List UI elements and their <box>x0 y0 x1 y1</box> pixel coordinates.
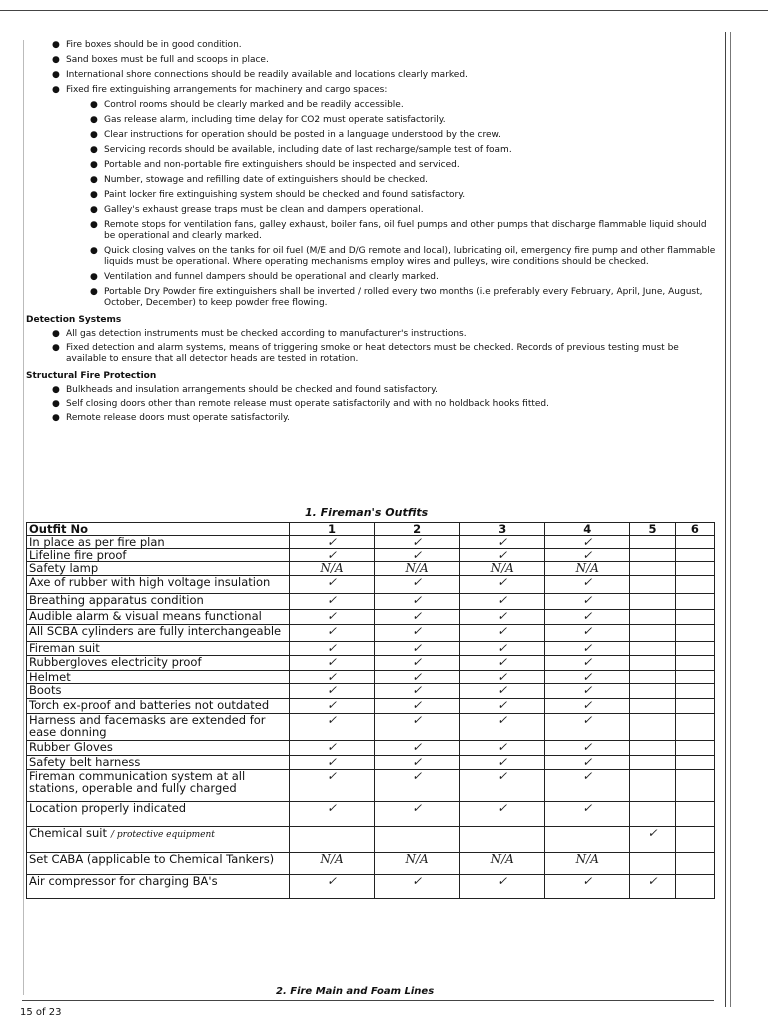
bullet-icon: ● <box>90 115 98 125</box>
table-row <box>27 875 715 899</box>
structural-list <box>26 385 716 424</box>
table-row <box>27 656 715 671</box>
check-mark-cell[interactable]: N/A <box>460 853 545 875</box>
check-mark-cell[interactable]: ✓ <box>545 875 630 899</box>
list-item: ● Fixed detection and alarm systems, means of triggering smoke or heat detectors must be checked. Records of previous testing must be available to ensure that all detector heads are tested in rotation. <box>52 343 679 364</box>
table-row <box>27 642 715 656</box>
check-mark-cell[interactable] <box>675 576 714 594</box>
list-item: ● International shore connections should be readily available and locations clearly marked. <box>52 70 468 80</box>
check-mark-cell[interactable] <box>630 684 675 699</box>
check-mark-cell[interactable]: ✓ <box>545 625 630 642</box>
table-row <box>27 684 715 699</box>
header-cell: 4 <box>545 523 630 536</box>
check-mark-cell[interactable] <box>460 827 545 853</box>
bullet-icon: ● <box>52 55 60 65</box>
header-cell: 5 <box>630 523 675 536</box>
sublist-item: ● Quick closing valves on the tanks for oil fuel (M/E and D/G remote and local), lubricating oil, emergency fire pump and other flammable liquids must be operational. Where operating mechanisms employ wires and pulleys, wire conditions should be checked. <box>90 246 716 267</box>
firemans-outfits-table <box>26 522 715 899</box>
top-rule <box>0 10 768 11</box>
check-mark-cell[interactable] <box>675 549 714 562</box>
list-item: ● Fire boxes should be in good condition. <box>52 40 242 50</box>
item-label-cell <box>27 770 290 802</box>
header-cell: 6 <box>675 523 714 536</box>
header-cell: 3 <box>460 523 545 536</box>
item-label-cell <box>27 875 290 899</box>
check-mark-cell[interactable]: N/A <box>545 562 630 576</box>
check-mark-cell[interactable]: ✓ <box>375 699 460 714</box>
check-mark-cell[interactable]: ✓ <box>290 875 375 899</box>
check-mark-cell[interactable]: ✓ <box>375 549 460 562</box>
check-mark-cell[interactable] <box>675 827 714 853</box>
check-mark-cell[interactable] <box>630 770 675 802</box>
sublist-item: ● Ventilation and funnel dampers should be operational and clearly marked. <box>90 272 439 282</box>
check-mark-cell[interactable]: ✓ <box>460 576 545 594</box>
check-mark-cell[interactable] <box>630 756 675 770</box>
bullet-icon: ● <box>90 130 98 140</box>
check-mark-cell[interactable]: ✓ <box>545 671 630 684</box>
check-mark-cell[interactable] <box>630 642 675 656</box>
list-item: ● Remote release doors must operate satisfactorily. <box>52 413 290 423</box>
check-mark-cell[interactable] <box>545 827 630 853</box>
table-row <box>27 562 715 576</box>
item-label: Set CABA (applicable to Chemical Tankers) <box>29 852 275 866</box>
check-mark-cell[interactable]: ✓ <box>375 576 460 594</box>
table-row <box>27 536 715 549</box>
check-mark-cell[interactable]: ✓ <box>290 684 375 699</box>
check-mark-cell[interactable]: ✓ <box>460 642 545 656</box>
item-label-cell <box>27 827 290 853</box>
bullet-icon: ● <box>90 246 98 256</box>
list-item: ● Fixed fire extinguishing arrangements for machinery and cargo spaces: ● Control rooms should be clearly marked and be readily accessible. ● Gas release alarm, including time delay for CO2 must operate satisfactorily. ● Clear instructions for operation should be posted in a language understood by the crew. ● Servicing records should be available, including date of last recharge/sample test of foam. ● Portable and non-portable fire extinguishers should be inspected and serviced. ● Number, stowage and refilling date of extinguishers should be checked. ● Paint locker fire extinguishing system should be checked and found satisfactory. ● Galley's exhaust grease traps must be clean and dampers operational. ● Remote stops for ventilation fans, galley exhaust, boiler fans, oil fuel pumps and other pumps that discharge flammable liquid should be operational and clearly marked. ● Quick closing valves on the tanks for oil fuel (M/E and D/G remote and local), lubricating oil, emergency fire pump and other flammable liquids must be operational. Where operating mechanisms employ wires and pulleys, wire conditions should be checked. ● Ventilation and funnel dampers should be operational and clearly marked. ● Portable Dry Powder fire extinguishers shall be inverted / rolled every two months (i.e preferably every February, April, June, August, October, December) to keep powder free flowing. <box>52 85 716 308</box>
check-mark-cell[interactable] <box>630 671 675 684</box>
check-mark-cell[interactable]: ✓ <box>290 625 375 642</box>
check-mark-cell[interactable]: ✓ <box>545 684 630 699</box>
check-mark-cell[interactable]: ✓ <box>290 536 375 549</box>
item-label-cell <box>27 562 290 576</box>
structural-heading: Structural Fire Protection <box>26 371 157 381</box>
check-mark-cell[interactable] <box>675 756 714 770</box>
check-mark-cell[interactable] <box>630 610 675 625</box>
check-mark-cell[interactable]: ✓ <box>290 549 375 562</box>
table-body <box>27 536 715 899</box>
check-mark-cell[interactable] <box>630 576 675 594</box>
sublist-item: ● Portable Dry Powder fire extinguishers shall be inverted / rolled every two months (i.e preferably every February, April, June, August, October, December) to keep powder free flowing. <box>90 287 703 308</box>
check-mark-cell[interactable]: ✓ <box>375 671 460 684</box>
check-mark-cell[interactable] <box>630 714 675 741</box>
bullet-icon: ● <box>52 413 60 423</box>
check-mark-cell[interactable]: N/A <box>375 562 460 576</box>
table-row <box>27 827 715 853</box>
table-row <box>27 699 715 714</box>
page-number: 15 of 23 <box>20 1007 62 1018</box>
check-mark-cell[interactable] <box>675 594 714 610</box>
check-mark-cell[interactable]: ✓ <box>375 802 460 827</box>
check-mark-cell[interactable]: ✓ <box>545 576 630 594</box>
item-label: Torch ex-proof and batteries not outdated <box>29 698 270 712</box>
check-mark-cell[interactable]: N/A <box>545 853 630 875</box>
check-mark-cell[interactable]: ✓ <box>290 576 375 594</box>
check-mark-cell[interactable] <box>675 642 714 656</box>
item-label-cell <box>27 853 290 875</box>
check-mark-cell[interactable] <box>675 802 714 827</box>
check-mark-cell[interactable]: ✓ <box>460 610 545 625</box>
check-mark-cell[interactable]: N/A <box>290 853 375 875</box>
item-label-cell <box>27 714 290 741</box>
item-label: Audible alarm & visual means functional <box>29 609 262 623</box>
table-row <box>27 576 715 594</box>
bullet-icon: ● <box>90 145 98 155</box>
header-cell: 2 <box>375 523 460 536</box>
item-label: Harness and facemasks are extended for ease donning <box>29 713 266 739</box>
bullet-icon: ● <box>90 287 98 297</box>
check-mark-cell[interactable] <box>630 853 675 875</box>
check-mark-cell[interactable]: ✓ <box>290 594 375 610</box>
check-mark-cell[interactable]: ✓ <box>630 875 675 899</box>
item-label-cell <box>27 549 290 562</box>
bullet-icon: ● <box>90 272 98 282</box>
item-label-cell <box>27 536 290 549</box>
check-mark-cell[interactable]: ✓ <box>375 656 460 671</box>
bullet-icon: ● <box>52 385 60 395</box>
item-label: Lifeline fire proof <box>29 548 127 562</box>
check-mark-cell[interactable]: ✓ <box>460 756 545 770</box>
bullet-icon: ● <box>52 399 60 409</box>
item-label: Boots <box>29 683 62 697</box>
item-label: All SCBA cylinders are fully interchangeable <box>29 624 282 638</box>
check-mark-cell[interactable]: ✓ <box>460 656 545 671</box>
check-mark-cell[interactable] <box>675 610 714 625</box>
item-label-cell <box>27 642 290 656</box>
item-label-cell <box>27 671 290 684</box>
check-mark-cell[interactable] <box>675 625 714 642</box>
check-mark-cell[interactable]: ✓ <box>290 756 375 770</box>
table-header-row <box>27 523 715 536</box>
bullet-icon: ● <box>52 40 60 50</box>
check-mark-cell[interactable] <box>630 699 675 714</box>
sublist-item: ● Number, stowage and refilling date of extinguishers should be checked. <box>90 175 429 185</box>
check-mark-cell[interactable]: ✓ <box>290 610 375 625</box>
check-mark-cell[interactable]: ✓ <box>290 741 375 756</box>
table-row <box>27 770 715 802</box>
item-label-cell <box>27 684 290 699</box>
bullet-icon: ● <box>52 343 60 353</box>
item-label: Rubbergloves electricity proof <box>29 655 202 669</box>
check-mark-cell[interactable]: ✓ <box>290 770 375 802</box>
table-row <box>27 714 715 741</box>
item-label: Safety belt harness <box>29 755 141 769</box>
item-label-cell <box>27 610 290 625</box>
table-row <box>27 610 715 625</box>
check-mark-cell[interactable] <box>675 714 714 741</box>
check-mark-cell[interactable] <box>675 684 714 699</box>
check-mark-cell[interactable] <box>675 770 714 802</box>
check-mark-cell[interactable]: ✓ <box>375 714 460 741</box>
check-mark-cell[interactable] <box>675 656 714 671</box>
check-mark-cell[interactable]: ✓ <box>460 770 545 802</box>
check-mark-cell[interactable]: N/A <box>375 853 460 875</box>
check-mark-cell[interactable] <box>675 536 714 549</box>
list-item: ● All gas detection instruments must be checked according to manufacturer's instructions. <box>52 329 467 339</box>
table-row <box>27 802 715 827</box>
check-mark-cell[interactable] <box>675 875 714 899</box>
list-item: ● Sand boxes must be full and scoops in place. <box>52 55 269 65</box>
check-mark-cell[interactable] <box>675 699 714 714</box>
bottom-rule <box>22 1000 714 1001</box>
check-mark-cell[interactable]: ✓ <box>460 625 545 642</box>
sublist-item: ● Galley's exhaust grease traps must be clean and dampers operational. <box>90 205 424 215</box>
table-row <box>27 741 715 756</box>
check-mark-cell[interactable]: ✓ <box>460 802 545 827</box>
item-label-cell <box>27 576 290 594</box>
bullet-icon: ● <box>90 175 98 185</box>
check-mark-cell[interactable]: ✓ <box>545 656 630 671</box>
right-margin-rule <box>725 32 726 1007</box>
check-mark-cell[interactable]: ✓ <box>375 642 460 656</box>
check-mark-cell[interactable] <box>630 741 675 756</box>
table-row <box>27 671 715 684</box>
check-mark-cell[interactable]: ✓ <box>375 875 460 899</box>
item-label: Fireman suit <box>29 641 100 655</box>
table-row <box>27 594 715 610</box>
bullet-icon: ● <box>52 329 60 339</box>
check-mark-cell[interactable]: ✓ <box>375 741 460 756</box>
check-mark-cell[interactable] <box>630 536 675 549</box>
section-2-title: 2. Fire Main and Foam Lines <box>276 986 435 997</box>
check-mark-cell[interactable] <box>630 802 675 827</box>
check-mark-cell[interactable]: ✓ <box>290 714 375 741</box>
item-label-cell <box>27 594 290 610</box>
check-mark-cell[interactable] <box>675 853 714 875</box>
item-label-cell <box>27 741 290 756</box>
item-label-cell <box>27 699 290 714</box>
bullet-icon: ● <box>52 70 60 80</box>
check-mark-cell[interactable] <box>675 562 714 576</box>
item-label: Axe of rubber with high voltage insulation <box>29 575 271 589</box>
sublist-item: ● Portable and non-portable fire extinguishers should be inspected and serviced. <box>90 160 460 170</box>
check-mark-cell[interactable]: ✓ <box>375 756 460 770</box>
check-mark-cell[interactable] <box>630 656 675 671</box>
handwritten-note: / protective equipment <box>111 830 215 840</box>
table-row <box>27 549 715 562</box>
sublist-item: ● Remote stops for ventilation fans, galley exhaust, boiler fans, oil fuel pumps and other pumps that discharge flammable liquid should be operational and clearly marked. <box>90 220 707 241</box>
check-mark-cell[interactable]: ✓ <box>545 770 630 802</box>
check-mark-cell[interactable]: ✓ <box>375 610 460 625</box>
check-mark-cell[interactable]: ✓ <box>545 642 630 656</box>
check-mark-cell[interactable]: ✓ <box>290 802 375 827</box>
bullet-icon: ● <box>90 160 98 170</box>
item-label: Fireman communication system at all stations, operable and fully charged <box>29 769 246 795</box>
item-label: Location properly indicated <box>29 801 187 815</box>
fixed-fire-sublist <box>66 100 716 309</box>
bullet-icon: ● <box>52 85 60 95</box>
check-mark-cell[interactable]: ✓ <box>545 536 630 549</box>
item-label: Breathing apparatus condition <box>29 593 204 607</box>
table-row <box>27 625 715 642</box>
check-mark-cell[interactable]: ✓ <box>460 684 545 699</box>
check-mark-cell[interactable] <box>290 827 375 853</box>
item-label-cell <box>27 656 290 671</box>
checklist-content <box>26 40 716 427</box>
check-mark-cell[interactable]: ✓ <box>545 594 630 610</box>
item-label: Chemical suit <box>29 826 107 840</box>
table-row <box>27 853 715 875</box>
check-mark-cell[interactable]: ✓ <box>375 684 460 699</box>
check-mark-cell[interactable]: ✓ <box>290 671 375 684</box>
check-mark-cell[interactable]: ✓ <box>460 714 545 741</box>
header-cell: Outfit No <box>27 523 290 536</box>
sublist-item: ● Clear instructions for operation should be posted in a language understood by the crew. <box>90 130 501 140</box>
item-label: Air compressor for charging BA's <box>29 874 218 888</box>
bullet-icon: ● <box>90 100 98 110</box>
table-row <box>27 756 715 770</box>
check-mark-cell[interactable] <box>630 549 675 562</box>
item-label-cell <box>27 625 290 642</box>
check-mark-cell[interactable]: ✓ <box>545 802 630 827</box>
check-mark-cell[interactable]: N/A <box>460 562 545 576</box>
item-label: Rubber Gloves <box>29 740 113 754</box>
list-item: ● Bulkheads and insulation arrangements should be checked and found satisfactory. <box>52 385 439 395</box>
item-label-cell <box>27 756 290 770</box>
check-mark-cell[interactable]: ✓ <box>460 594 545 610</box>
check-mark-cell[interactable]: ✓ <box>545 756 630 770</box>
list-item: ● Self closing doors other than remote release must operate satisfactorily and with no holdback hooks fitted. <box>52 399 549 409</box>
check-mark-cell[interactable]: ✓ <box>545 610 630 625</box>
bullet-icon: ● <box>90 205 98 215</box>
check-mark-cell[interactable]: ✓ <box>460 699 545 714</box>
bullet-icon: ● <box>90 220 98 230</box>
item-label: Safety lamp <box>29 561 99 575</box>
right-margin-rule-outer <box>730 32 731 1007</box>
item-label-cell <box>27 802 290 827</box>
sublist-item: ● Paint locker fire extinguishing system should be checked and found satisfactory. <box>90 190 466 200</box>
check-mark-cell[interactable]: ✓ <box>545 714 630 741</box>
sublist-item: ● Gas release alarm, including time delay for CO2 must operate satisfactorily. <box>90 115 446 125</box>
sublist-item: ● Servicing records should be available, including date of last recharge/sample test of foam. <box>90 145 512 155</box>
check-mark-cell[interactable]: ✓ <box>375 625 460 642</box>
check-mark-cell[interactable]: ✓ <box>290 699 375 714</box>
detection-list <box>26 329 716 365</box>
fire-equipment-list <box>26 40 716 309</box>
check-mark-cell[interactable]: ✓ <box>375 770 460 802</box>
check-mark-cell[interactable]: ✓ <box>545 699 630 714</box>
bullet-icon: ● <box>90 190 98 200</box>
header-cell: 1 <box>290 523 375 536</box>
check-mark-cell[interactable]: ✓ <box>375 594 460 610</box>
check-mark-cell[interactable]: ✓ <box>460 671 545 684</box>
check-mark-cell[interactable]: ✓ <box>545 741 630 756</box>
check-mark-cell[interactable]: ✓ <box>630 827 675 853</box>
check-mark-cell[interactable] <box>675 671 714 684</box>
check-mark-cell[interactable]: ✓ <box>290 642 375 656</box>
check-mark-cell[interactable]: ✓ <box>460 875 545 899</box>
check-mark-cell[interactable] <box>375 827 460 853</box>
item-label: In place as per fire plan <box>29 535 165 549</box>
detection-heading: Detection Systems <box>26 315 122 325</box>
check-mark-cell[interactable] <box>630 625 675 642</box>
sublist-item: ● Control rooms should be clearly marked and be readily accessible. <box>90 100 404 110</box>
check-mark-cell[interactable]: ✓ <box>460 549 545 562</box>
table-title: 1. Fireman's Outfits <box>305 506 429 519</box>
check-mark-cell[interactable] <box>630 594 675 610</box>
check-mark-cell[interactable]: ✓ <box>545 549 630 562</box>
check-mark-cell[interactable]: ✓ <box>460 741 545 756</box>
check-mark-cell[interactable] <box>630 562 675 576</box>
left-margin-rule <box>23 40 24 995</box>
check-mark-cell[interactable] <box>675 741 714 756</box>
check-mark-cell[interactable]: ✓ <box>375 536 460 549</box>
check-mark-cell[interactable]: ✓ <box>290 656 375 671</box>
check-mark-cell[interactable]: N/A <box>290 562 375 576</box>
check-mark-cell[interactable]: ✓ <box>460 536 545 549</box>
item-label: Helmet <box>29 670 71 684</box>
